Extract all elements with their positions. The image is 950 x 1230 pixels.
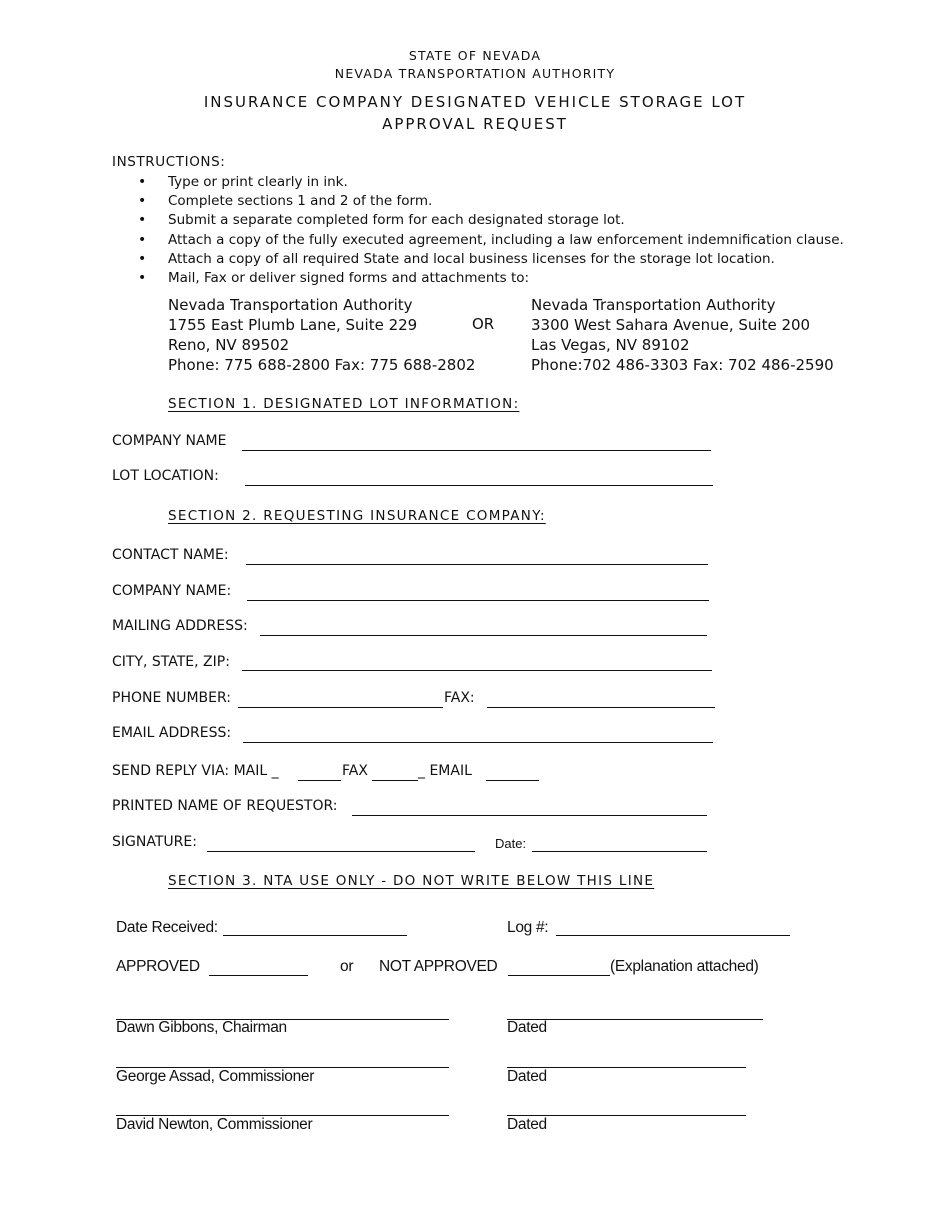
instruction-item: • Attach a copy of all required State and local business licenses for the storage lot location. xyxy=(138,250,844,269)
reply-via-email-label: _ EMAIL xyxy=(418,763,472,779)
lasvegas-office-phone: Phone:702 486-3303 Fax: 702 486-2590 xyxy=(531,356,834,374)
approval-or-label: or xyxy=(340,958,354,975)
lasvegas-office-street: 3300 West Sahara Avenue, Suite 200 xyxy=(531,316,811,334)
form-title-line2: APPROVAL REQUEST xyxy=(382,115,568,133)
instruction-item: • Mail, Fax or deliver signed forms and attachments to: xyxy=(138,269,844,288)
not-approved-field[interactable] xyxy=(508,975,610,976)
lasvegas-office-address xyxy=(531,295,834,375)
signer-dated-label: Dated xyxy=(507,1116,547,1133)
approved-field[interactable] xyxy=(209,975,308,976)
explanation-attached-label: (Explanation attached) xyxy=(610,958,759,975)
approved-label: APPROVED xyxy=(116,958,200,975)
email-address-field[interactable] xyxy=(243,742,713,743)
signature-label: SIGNATURE: xyxy=(112,834,197,850)
signer-name: George Assad, Commissioner xyxy=(116,1068,315,1085)
reply-via-email-field[interactable] xyxy=(486,780,539,781)
reply-via-mail-field[interactable] xyxy=(298,780,341,781)
signer-dated-label: Dated xyxy=(507,1068,547,1085)
city-state-zip-field[interactable] xyxy=(242,670,712,671)
lasvegas-office-name: Nevada Transportation Authority xyxy=(531,296,776,314)
signer-dated-label: Dated xyxy=(507,1019,547,1036)
not-approved-label: NOT APPROVED xyxy=(379,958,498,975)
section2-heading: SECTION 2. REQUESTING INSURANCE COMPANY: xyxy=(168,508,546,524)
section3-heading: SECTION 3. NTA USE ONLY - DO NOT WRITE BELOW THIS LINE xyxy=(168,873,655,889)
fax-field[interactable] xyxy=(487,707,715,708)
reno-office-street: 1755 East Plumb Lane, Suite 229 xyxy=(168,316,418,334)
instruction-item: • Submit a separate completed form for each designated storage lot. xyxy=(138,211,844,230)
lot-location-label: LOT LOCATION: xyxy=(112,468,219,484)
reply-via-fax-field[interactable] xyxy=(372,780,418,781)
contact-name-label: CONTACT NAME: xyxy=(112,547,229,563)
instruction-item: • Complete sections 1 and 2 of the form. xyxy=(138,192,844,211)
requesting-company-name-field[interactable] xyxy=(247,600,709,601)
city-state-zip-label: CITY, STATE, ZIP: xyxy=(112,654,230,670)
instructions-list xyxy=(138,173,844,288)
office-or-label: OR xyxy=(472,315,495,333)
lot-location-field[interactable] xyxy=(245,485,713,486)
state-name: STATE OF NEVADA xyxy=(408,48,542,63)
reply-via-fax-label: FAX xyxy=(342,763,368,779)
log-number-field[interactable] xyxy=(556,935,790,936)
reno-office-name: Nevada Transportation Authority xyxy=(168,296,413,314)
phone-number-field[interactable] xyxy=(238,707,443,708)
instruction-item: • Type or print clearly in ink. xyxy=(138,173,844,192)
lot-company-name-field[interactable] xyxy=(242,450,711,451)
reno-office-city: Reno, NV 89502 xyxy=(168,336,290,354)
printed-name-label: PRINTED NAME OF REQUESTOR: xyxy=(112,798,338,814)
lot-company-name-label: COMPANY NAME xyxy=(112,433,227,449)
mailing-address-field[interactable] xyxy=(260,635,707,636)
signer-name: David Newton, Commissioner xyxy=(116,1116,313,1133)
signer-name: Dawn Gibbons, Chairman xyxy=(116,1019,287,1036)
printed-name-field[interactable] xyxy=(352,815,707,816)
reno-office-phone: Phone: 775 688-2800 Fax: 775 688-2802 xyxy=(168,356,476,374)
phone-number-label: PHONE NUMBER: xyxy=(112,690,232,706)
reno-office-address xyxy=(168,295,475,375)
log-number-label: Log #: xyxy=(507,919,549,936)
lasvegas-office-city: Las Vegas, NV 89102 xyxy=(531,336,690,354)
date-received-field[interactable] xyxy=(223,935,407,936)
instruction-item: • Attach a copy of the fully executed agreement, including a law enforcement indemnification clause. xyxy=(138,231,844,250)
signature-date-field[interactable] xyxy=(532,851,707,852)
fax-label: FAX: xyxy=(444,690,475,706)
agency-name: NEVADA TRANSPORTATION AUTHORITY xyxy=(334,66,616,81)
email-address-label: EMAIL ADDRESS: xyxy=(112,725,232,741)
section1-heading: SECTION 1. DESIGNATED LOT INFORMATION: xyxy=(168,396,520,412)
instructions-label: INSTRUCTIONS: xyxy=(112,154,226,170)
signature-date-label: Date: xyxy=(495,836,527,851)
form-title-line1: INSURANCE COMPANY DESIGNATED VEHICLE STORAGE LOT xyxy=(203,93,747,111)
requesting-company-name-label: COMPANY NAME: xyxy=(112,583,232,599)
mailing-address-label: MAILING ADDRESS: xyxy=(112,618,248,634)
signature-field[interactable] xyxy=(207,851,475,852)
contact-name-field[interactable] xyxy=(246,564,708,565)
date-received-label: Date Received: xyxy=(116,919,218,936)
reply-via-mail-label: SEND REPLY VIA: MAIL _ xyxy=(112,763,279,779)
